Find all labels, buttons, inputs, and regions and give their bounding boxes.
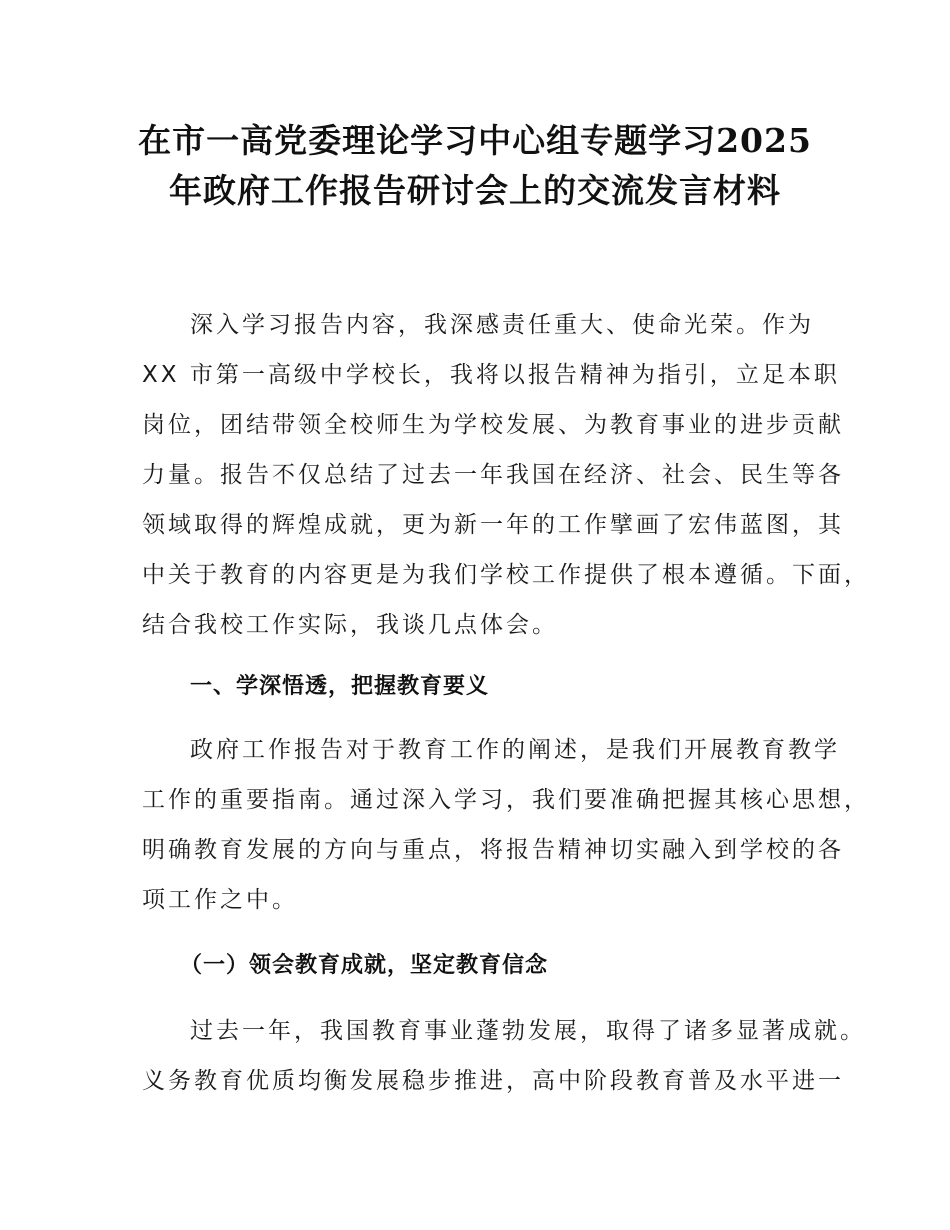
document-title — [100, 116, 850, 216]
paragraph-line: 工作的重要指南。通过深入学习，我们要准确把握其核心思想， — [142, 787, 870, 813]
paragraph-line: 政府工作报告对于教育工作的阐述，是我们开展教育教学 — [190, 737, 840, 763]
paragraph-line: 中关于教育的内容更是为我们学校工作提供了根本遵循。下面， — [142, 562, 870, 588]
paragraph-line: XX 市第一高级中学校长，我将以报告精神为指引，立足本职 — [142, 362, 840, 388]
paragraph-line: 结合我校工作实际，我谈几点体会。 — [142, 612, 558, 638]
paragraph-line: 力量。报告不仅总结了过去一年我国在经济、社会、民生等各 — [142, 462, 844, 488]
paragraph-line: 义务教育优质均衡发展稳步推进，高中阶段教育普及水平进一 — [142, 1068, 844, 1094]
paragraph-line: 明确教育发展的方向与重点，将报告精神切实融入到学校的各 — [142, 837, 844, 863]
subsection-1-paragraph — [142, 1006, 866, 1106]
paragraph-line: 岗位，团结带领全校师生为学校发展、为教育事业的进步贡献 — [142, 412, 844, 438]
paragraph-line: 项工作之中。 — [142, 887, 298, 913]
section-1-paragraph — [142, 725, 870, 925]
paragraph-line: 深入学习报告内容，我深感责任重大、使命光荣。作为 — [190, 312, 814, 338]
intro-paragraph — [142, 300, 870, 650]
title-line-2: 年政府工作报告研讨会上的交流发言材料 — [169, 171, 781, 210]
paragraph-line: 过去一年，我国教育事业蓬勃发展，取得了诸多显著成就。 — [190, 1018, 866, 1044]
section-heading-1: 一、学深悟透，把握教育要义 — [190, 674, 490, 699]
paragraph-line: 领域取得的辉煌成就，更为新一年的工作擘画了宏伟蓝图，其 — [142, 512, 844, 538]
subsection-heading-1: （一）领会教育成就，坚定教育信念 — [180, 953, 549, 978]
title-line-1: 在市一高党委理论学习中心组专题学习2025 — [138, 121, 812, 160]
